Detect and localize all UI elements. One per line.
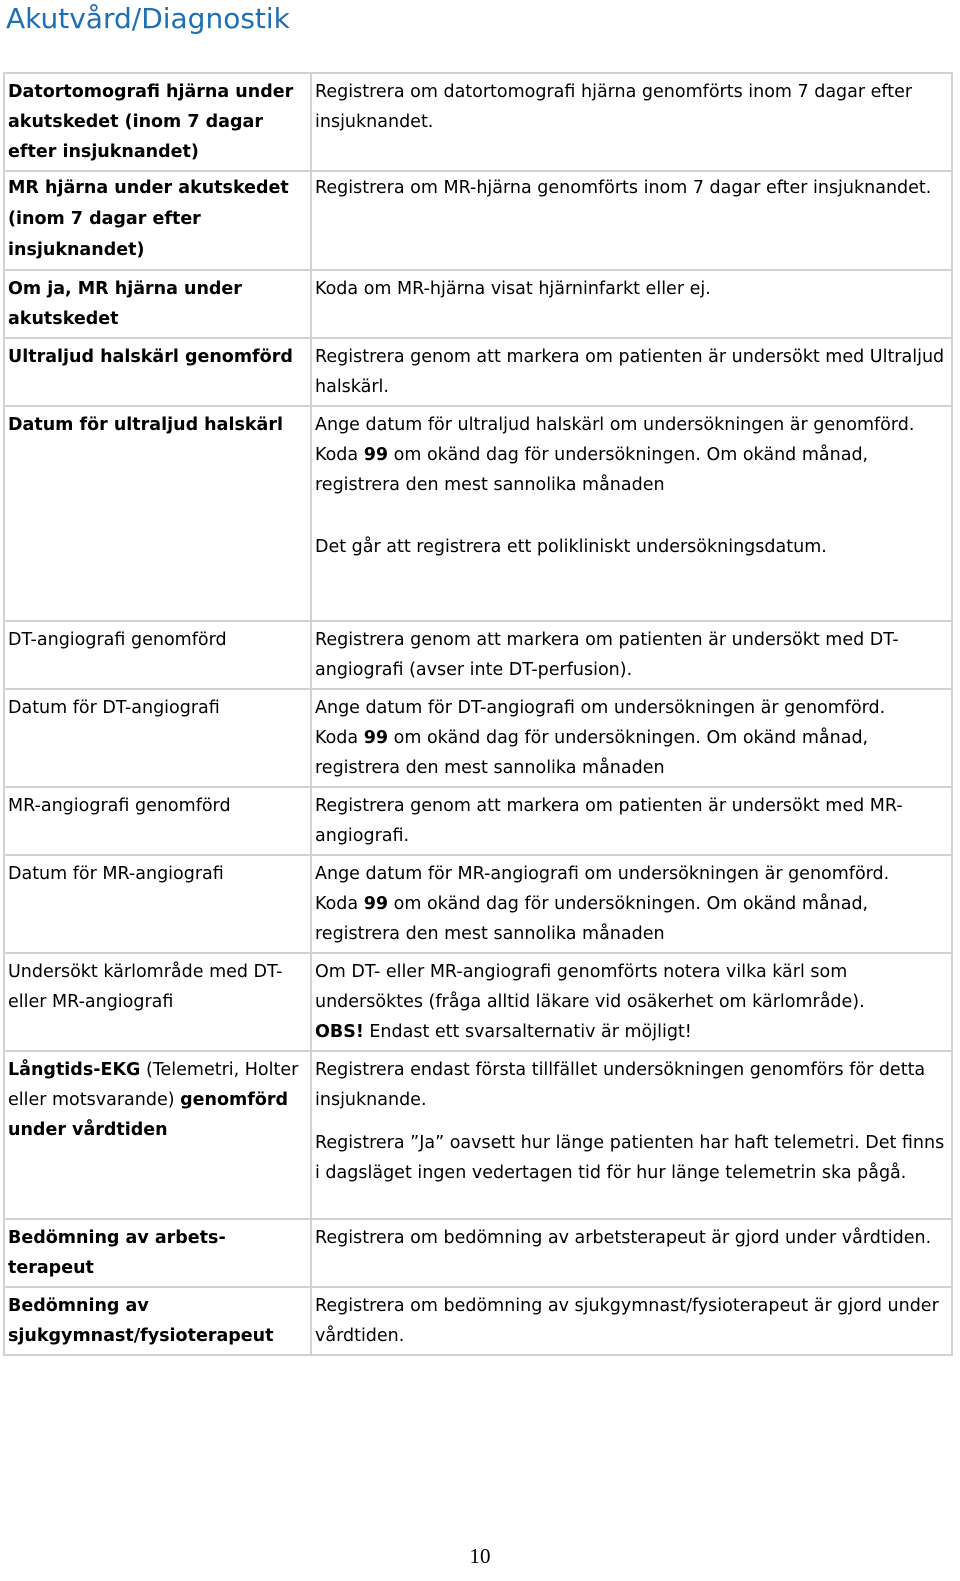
page-number: 10 xyxy=(469,1544,491,1568)
table-row xyxy=(4,270,952,338)
variable-name: DT-angiografi genomförd xyxy=(4,621,311,689)
term-bold-part: genomförd under vårdtiden xyxy=(8,1090,289,1140)
variable-description: Registrera om bedömning av arbetsterapeut är gjord under vårdtiden. xyxy=(311,1219,952,1287)
koda-prefix: Koda xyxy=(315,728,364,748)
table-row xyxy=(4,338,952,406)
unknown-day-note xyxy=(315,440,947,500)
unknown-code: 99 xyxy=(363,445,389,465)
variable-name: Om ja, MR hjärna under akutskedet xyxy=(4,270,311,338)
variable-description: Registrera om bedömning av sjukgymnast/fysioterapeut är gjord under vårdtiden. xyxy=(311,1287,952,1355)
variable-description: Registrera om MR-hjärna genomförts inom 7 dagar efter insjuknandet. xyxy=(311,171,952,270)
description-paragraph: Det går att registrera ett polikliniskt undersökningsdatum. xyxy=(315,537,827,557)
variable-description: Registrera genom att markera om patienten är undersökt med Ultraljud halskärl. xyxy=(311,338,952,406)
unknown-code: 99 xyxy=(363,728,389,748)
koda-suffix: om okänd dag för undersökningen. Om okänd månad, registrera den mest sannolika månaden xyxy=(315,445,869,495)
description-paragraph: Registrera ”Ja” oavsett hur länge patienten har haft telemetri. Det finns i dagsläget ingen vedertagen tid för hur länge telemetrin ska pågå. xyxy=(315,1133,945,1183)
variable-description: Koda om MR-hjärna visat hjärninfarkt eller ej. xyxy=(311,270,952,338)
variable-name xyxy=(4,1051,311,1219)
obs-label: OBS! xyxy=(315,1022,364,1042)
obs-note xyxy=(315,1017,947,1047)
description-paragraph: Om DT- eller MR-angiografi genomförts notera vilka kärl som undersöktes (fråga alltid läkare vid osäkerhet om kärlområde). xyxy=(315,962,865,1012)
variable-description xyxy=(311,1051,952,1219)
table-row xyxy=(4,171,952,270)
table-row xyxy=(4,1219,952,1287)
description-paragraph: Registrera endast första tillfället undersökningen genomförs för detta insjuknande. xyxy=(315,1060,926,1110)
unknown-code: 99 xyxy=(363,894,389,914)
table-row xyxy=(4,953,952,1051)
table-row xyxy=(4,689,952,787)
variable-name: Bedömning av sjukgymnast/fysioterapeut xyxy=(4,1287,311,1355)
variable-name: Datum för ultraljud halskärl xyxy=(4,406,311,621)
obs-text: Endast ett svarsalternativ är möjligt! xyxy=(363,1022,692,1042)
table-row xyxy=(4,787,952,855)
variable-name: Undersökt kärlområde med DT- eller MR-angiografi xyxy=(4,953,311,1051)
variable-name: MR-angiografi genomförd xyxy=(4,787,311,855)
unknown-day-note xyxy=(315,723,947,783)
variable-table xyxy=(3,72,953,1356)
page-heading: Akutvård/Diagnostik xyxy=(6,2,290,35)
variable-description xyxy=(311,855,952,953)
variable-name: Ultraljud halskärl genomförd xyxy=(4,338,311,406)
koda-prefix: Koda xyxy=(315,445,364,465)
table-row xyxy=(4,73,952,171)
variable-description xyxy=(311,406,952,621)
variable-description: Registrera genom att markera om patienten är undersökt med DT-angiografi (avser inte DT-perfusion). xyxy=(311,621,952,689)
description-paragraph: Ange datum för DT-angiografi om undersökningen är genomförd. xyxy=(315,698,886,718)
variable-description: Registrera genom att markera om patienten är undersökt med MR-angiografi. xyxy=(311,787,952,855)
koda-prefix: Koda xyxy=(315,894,364,914)
variable-name: Datum för MR-angiografi xyxy=(4,855,311,953)
variable-description xyxy=(311,689,952,787)
term-normal-part: (Telemetri, Holter eller motsvarande) xyxy=(8,1060,299,1110)
variable-name: MR hjärna under akutskedet (inom 7 dagar efter insjuknandet) xyxy=(4,171,311,270)
table-row xyxy=(4,1287,952,1355)
koda-suffix: om okänd dag för undersökningen. Om okänd månad, registrera den mest sannolika månaden xyxy=(315,894,869,944)
table-row xyxy=(4,406,952,621)
koda-suffix: om okänd dag för undersökningen. Om okänd månad, registrera den mest sannolika månaden xyxy=(315,728,869,778)
description-paragraph: Ange datum för ultraljud halskärl om undersökningen är genomförd. xyxy=(315,415,915,435)
variable-name: Bedömning av arbets-terapeut xyxy=(4,1219,311,1287)
variable-name: Datortomografi hjärna under akutskedet (inom 7 dagar efter insjuknandet) xyxy=(4,73,311,171)
table-row xyxy=(4,855,952,953)
description-paragraph: Ange datum för MR-angiografi om undersökningen är genomförd. xyxy=(315,864,890,884)
table-row xyxy=(4,1051,952,1219)
table-row xyxy=(4,621,952,689)
variable-description: Registrera om datortomografi hjärna genomförts inom 7 dagar efter insjuknandet. xyxy=(311,73,952,171)
term-bold-part: Långtids-EKG xyxy=(8,1060,141,1080)
variable-description xyxy=(311,953,952,1051)
variable-name: Datum för DT-angiografi xyxy=(4,689,311,787)
unknown-day-note xyxy=(315,889,947,949)
